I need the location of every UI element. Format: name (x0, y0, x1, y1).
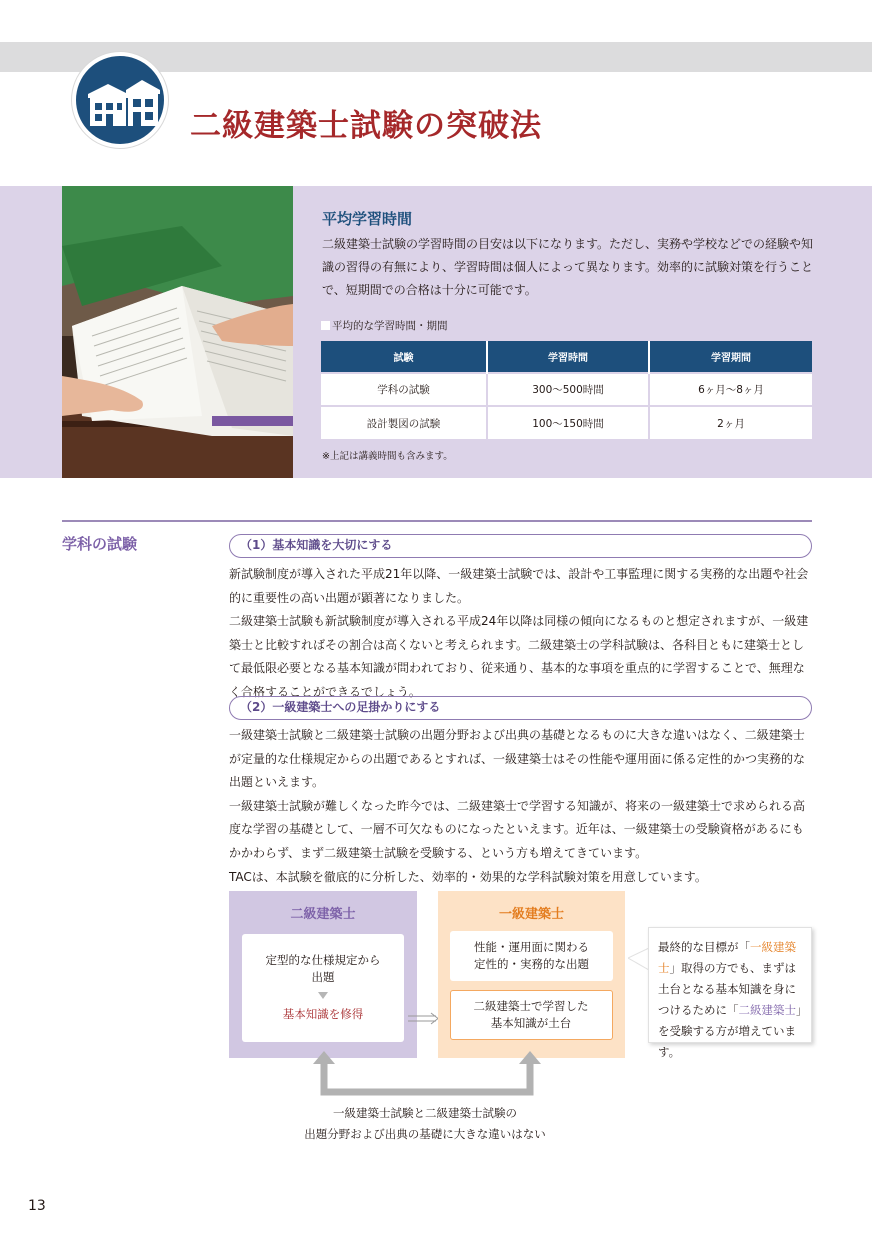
table-cell: 学科の試験 (321, 373, 487, 406)
foundation-description: 二級建築士で学習した 基本知識が土台 (473, 999, 589, 1030)
second-class-description: 定型的な仕様規定から 出題 (265, 953, 381, 984)
callout-note (648, 927, 812, 1059)
callout-text: 」を受験する方が増えています。 (658, 1003, 802, 1059)
double-arrow-icon (408, 1012, 440, 1026)
first-class-description: 性能・運用面に関わる 定性的・実務的な出題 (474, 940, 589, 971)
table-row (321, 406, 812, 439)
paragraph-first-class-step: 一級建築士試験と二級建築士試験の出題分野および出典の基礎となるものに大きな違いはなく、二級建築士が定量的な仕様規定からの出題であるとすれば、一級建築士はその性能や運用面に係る定性的かつ実務的な出題といえます。 一級建築士試験が難しくなった昨今では、二級建築士で学習する知識が、将来の一級建築士で求められる高度な学習の基礎として、一層不可欠なものになったといえます。近年は、一級建築士の受験資格があるにもかかわらず、まず二級建築士試験を受験する、という方も増えてきています。 TACは、本試験を徹底的に分析した、効率的・効果的な学科試験対策を用意しています。 (229, 728, 806, 884)
second-class-title: 二級建築士 (290, 907, 356, 922)
subheading-basic-knowledge: （1）基本知識を大切にする (229, 534, 812, 558)
callout-highlight-first: 一級建築士 (658, 940, 796, 975)
second-class-card (242, 934, 404, 1042)
column-header: 学習期間 (649, 341, 812, 373)
section-divider (62, 520, 812, 522)
paragraph-basic-knowledge: 新試験制度が導入された平成21年以降、一級建築士試験では、設計や工事監理に関する実務的な出題や社会的に重要性の高い出題が顕著になりました。 二級建築士試験も新試験制度が導入される平成24年以降は同様の傾向になるものと想定されますが、一級建築士と比較すればその割合は高くないと考えられます。二級建築士の学科試験は、各科目ともに建築士として最低限必要となる基本知識が問われており、従来通り、基本的な事項を重点的に学習することで、無理なく合格することができるでしょう。 (229, 567, 809, 699)
subheading-first-class-step: （2）一級建築士への足掛かりにする (229, 696, 812, 720)
diagram-caption: 一級建築士試験と二級建築士試験の 出題分野および出典の基礎に大きな違いはない (304, 1106, 546, 1141)
study-hours-table (321, 341, 812, 439)
table-row (321, 373, 812, 406)
first-class-box (438, 891, 625, 1058)
second-class-result: 基本知識を修得 (282, 1007, 364, 1021)
loop-arrow-icon (310, 1050, 542, 1100)
study-photo (62, 186, 293, 478)
page-title: 二級建築士試験の突破法 (190, 108, 542, 144)
section-label: 学科の試験 (62, 535, 138, 553)
foundation-card (450, 990, 613, 1040)
first-class-title: 一級建築士 (498, 907, 564, 922)
table-cell: 300～500時間 (487, 373, 649, 406)
callout-pointer-icon (628, 948, 650, 972)
study-time-title: 平均学習時間 (322, 210, 413, 228)
first-class-card (450, 931, 613, 981)
houses-icon (72, 52, 168, 148)
table-cell: 2ヶ月 (649, 406, 812, 439)
square-bullet-icon (321, 321, 330, 330)
table-cell: 6ヶ月～8ヶ月 (649, 373, 812, 406)
callout-highlight-second: 二級建築士 (738, 1003, 796, 1017)
table-cell: 100～150時間 (487, 406, 649, 439)
table-cell: 設計製図の試験 (321, 406, 487, 439)
column-header: 学習時間 (487, 341, 649, 373)
table-note: ※上記は講義時間も含みます。 (322, 451, 453, 462)
callout-text: 」取得の方でも、まずは土台となる基本知識を身につけるために「 (658, 961, 796, 1017)
down-arrow-icon (318, 992, 328, 999)
table-caption (321, 318, 448, 333)
table-header-row (321, 341, 812, 373)
study-time-paragraph: 二級建築士試験の学習時間の目安は以下になります。ただし、実務や学校などでの経験や知識の習得の有無により、学習時間は個人によって異なります。効率的に試験対策を行うことで、短期間での合格は十分に可能です。 (322, 237, 814, 297)
callout-text: 最終的な目標が「 (658, 940, 750, 954)
table-caption-text: 平均的な学習時間・期間 (332, 320, 448, 332)
page-number: 13 (28, 1198, 46, 1214)
column-header: 試験 (321, 341, 487, 373)
second-class-box (229, 891, 417, 1058)
